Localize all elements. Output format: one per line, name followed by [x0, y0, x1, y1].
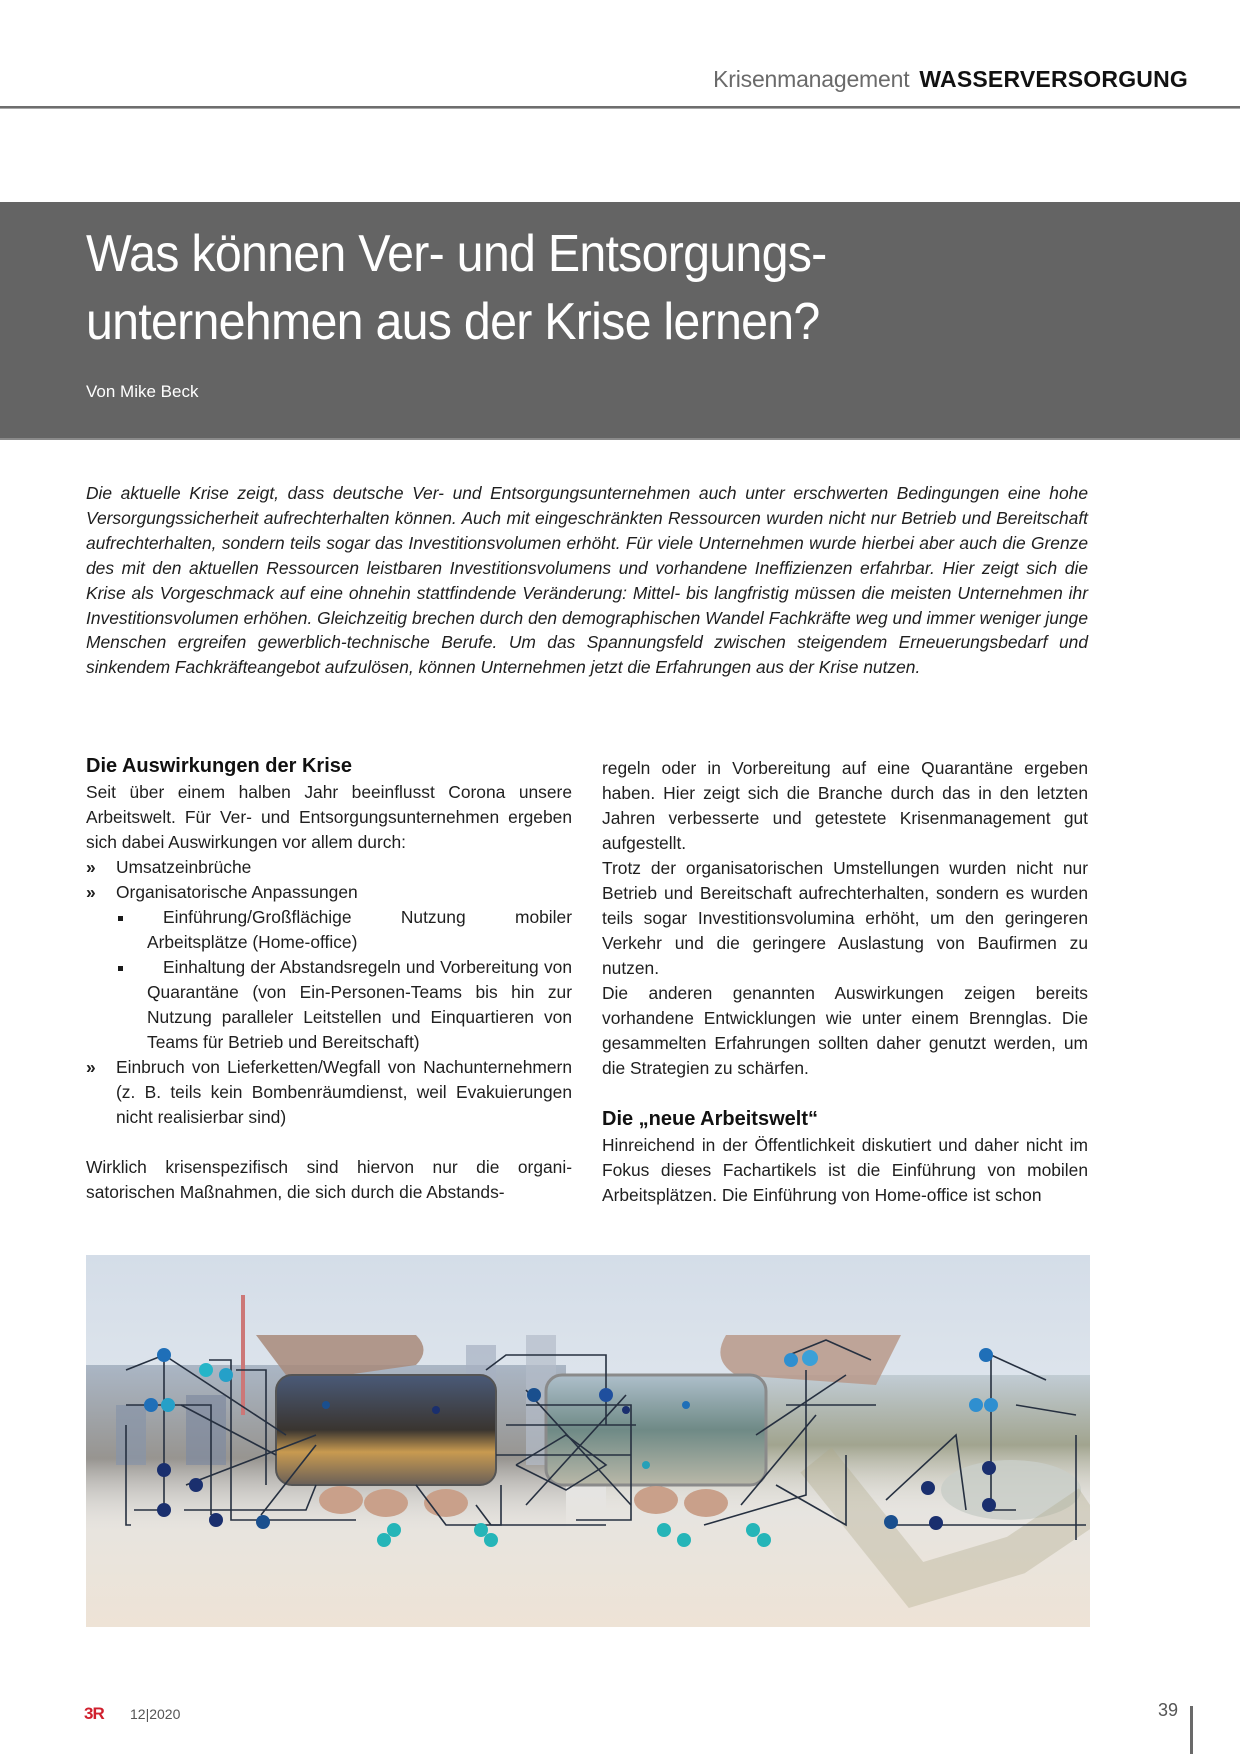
issue-number: 12|2020	[130, 1706, 181, 1722]
running-head	[713, 64, 1188, 94]
sub-list	[116, 905, 572, 1055]
network-collage-illustration	[86, 1255, 1090, 1627]
running-head-topic: WASSERVERSORGUNG	[919, 66, 1188, 92]
list-item: » Einbruch von Lieferketten/Wegfall von Nachunternehmern (z. B. teils kein Bombenräumdienst, weil Evakuierungen nicht realisierbar sind)	[86, 1057, 572, 1127]
sub-list-item: Einführung/Großflächige Nutzung mobiler Arbeitsplätze (Home-office)	[116, 905, 572, 955]
paragraph: Hinreichend in der Öffentlichkeit diskutiert und daher nicht im Fokus dieses Fachartikels ist die Einführung von mobilen Arbeitsplätzen. Die Einführung von Home-office ist schon	[602, 1135, 1088, 1205]
article-title-line-1: Was können Ver- und Entsorgungs-	[86, 225, 827, 283]
column-right	[602, 756, 1088, 1208]
lead-paragraph: Die aktuelle Krise zeigt, dass deutsche Ver- und Entsorgungsunternehmen auch unter erschwerten Bedingungen eine hohe Versorgungssicherheit aufrechterhalten können. Auch mit eingeschränkten Ressourcen wurden nicht nur Betrieb und Bereitschaft aufrechterhalten, sondern teils sogar das Investitionsvolumen erhöht. Für viele Unternehmen wurde hierbei aber auch die Grenze des mit den aktuellen Ressourcen leistbaren Investitionsvolumens und vorhandene Ineffizienzen erfahrbar. Hier zeigt sich die Krise als Vorgeschmack auf eine ohnehin stattfindende Veränderung: Mittel- bis langfristig müssen die meisten Unternehmen ihr Investitionsvolumen erhöhen. Gleichzeitig brechen durch den demographischen Wandel Fachkräfte weg und immer weniger junge Menschen ergreifen gewerblich-technische Berufe. Um das Spannungsfeld zwischen steigendem Erneuerungsbedarf und sinkendem Fachkräfteangebot aufzulösen, können Unternehmen jetzt die Erfahrungen aus der Krise nutzen.	[86, 483, 1088, 678]
impact-list	[86, 855, 572, 1130]
article-title-line-2: unternehmen aus der Krise lernen?	[86, 293, 820, 351]
paragraph-continued: Wirklich krisenspezifisch sind hiervon nur die organisatorischen Maßnahmen, die sich durch die Abstands-	[86, 1157, 572, 1202]
square-bullet-icon	[118, 916, 123, 921]
chevron-bullet-icon: »	[86, 1057, 96, 1077]
paragraph: Die anderen genannten Auswirkungen zeigen bereits vorhandene Entwicklungen wie unter einem Brennglas. Die gesammelten Erfahrungen sollten daher genutzt werden, um die Strategien zu schärfen.	[602, 983, 1088, 1078]
list-item: » Organisatorische Anpassungen Einführung/Großflächige Nutzung mobiler Arbeitsplätze (Home-office) Einhaltung der Abstandsregeln und Vorbereitung von Quarantäne (von Ein-Personen-Teams bis hin zur Nutzung paralleler Leitstellen und Einquartieren von Teams für Betrieb und Bereitschaft)	[86, 880, 572, 1055]
page-number-rule	[1190, 1706, 1193, 1754]
sub-list-item: Einhaltung der Abstandsregeln und Vorbereitung von Quarantäne (von Ein-Personen-Teams bis hin zur Nutzung paralleler Leitstellen und Einquartieren von Teams für Betrieb und Bereitschaft)	[116, 955, 572, 1055]
article-figure	[86, 1255, 1090, 1627]
header-divider	[0, 106, 1240, 109]
paragraph: Trotz der organisatorischen Umstellungen wurden nicht nur Betrieb und Bereitschaft aufrechterhalten, sondern es wurden teils sogar Investitionsvolumina erhöht, um den geringeren Verkehr und die geringere Auslastung von Baufirmen zu nutzen.	[602, 858, 1088, 978]
chevron-bullet-icon: »	[86, 857, 96, 877]
section-intro: Seit über einem halben Jahr beeinflusst Corona unsere Arbeitswelt. Für Ver- und Entsorgungsunternehmen ergeben sich dabei Auswirkungen vor allem durch:	[86, 782, 572, 852]
chevron-bullet-icon: »	[86, 882, 96, 902]
list-item: » Umsatzeinbrüche	[86, 855, 572, 880]
paragraph-continuation: regeln oder in Vorbereitung auf eine Quarantäne ergeben haben. Hier zeigt sich die Branche durch das in den letzten Jahren verbesserte und getestete Krisenmanagement gut aufgestellt.	[602, 758, 1088, 853]
article-title	[86, 220, 1063, 356]
running-head-section: Krisenmanagement	[713, 66, 910, 92]
byline: Von Mike Beck	[86, 382, 199, 401]
page-number: 39	[1158, 1700, 1179, 1720]
section-heading-neue-arbeitswelt: Die „neue Arbeitswelt“	[602, 1108, 818, 1130]
square-bullet-icon	[118, 966, 123, 971]
publication-logo: 3R	[84, 1704, 104, 1723]
title-band-underline	[0, 438, 1240, 440]
column-left	[86, 752, 572, 1205]
title-band	[0, 202, 1240, 438]
section-heading-auswirkungen: Die Auswirkungen der Krise	[86, 755, 352, 777]
